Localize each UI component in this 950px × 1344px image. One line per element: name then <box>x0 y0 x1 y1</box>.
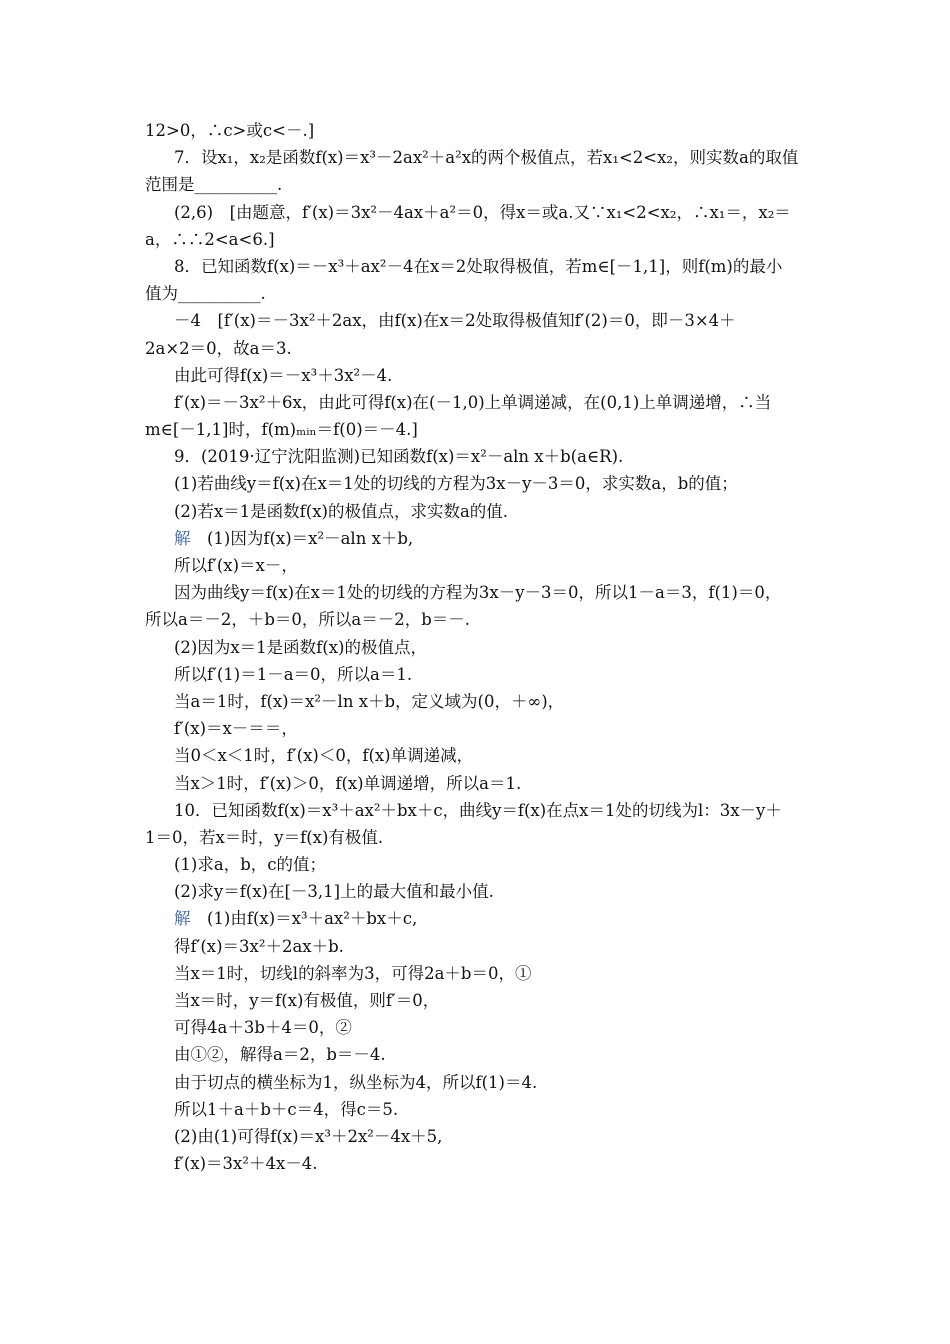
text-line: 由①②，解得a＝2，b＝－4. <box>174 1045 386 1065</box>
text-line: (2)若x＝1是函数f(x)的极值点，求实数a的值. <box>174 501 509 521</box>
text-line: 12>0，∴c>或c<－.] <box>145 121 315 140</box>
text-line: 可得4a＋3b＋4＝0，② <box>174 1018 352 1038</box>
text-line: 当0＜x＜1时，f′(x)＜0，f(x)单调递减， <box>174 746 474 766</box>
text-line: 所以a＝－2，＋b＝0，所以a＝－2，b＝－. <box>145 610 471 630</box>
solution-10 <box>145 905 810 932</box>
text-line: m∈[－1,1]时，f(m)ₘᵢₙ＝f(0)＝－4.] <box>145 420 418 440</box>
solution-label: 解 <box>174 909 191 929</box>
text-line: a，∴∴2<a<6.] <box>145 229 275 249</box>
text-line: 当x＝1时，切线l的斜率为3，可得2a＋b＝0，① <box>174 963 532 983</box>
text-line: (1)由f(x)＝x³＋ax²＋bx＋c, <box>207 909 418 929</box>
question-9: 9．(2019·辽宁沈阳监测)已知函数f(x)＝x²－aln x＋b(a∈R). <box>174 447 624 467</box>
question-8: 8．已知函数f(x)＝－x³＋ax²－4在x＝2处取得极值，若m∈[－1,1]，则f(m)的最小 <box>174 256 783 276</box>
text-line: 因为曲线y＝f(x)在x＝1处的切线的方程为3x－y－3＝0，所以1－a＝3，f(1)＝0， <box>174 583 782 603</box>
text-line: (1)因为f(x)＝x²－aln x＋b, <box>207 528 414 548</box>
text-line: (1)求a，b，c的值； <box>174 855 327 875</box>
text-line: 由于切点的横坐标为1，纵坐标为4，所以f(1)＝4. <box>174 1072 538 1092</box>
text-line: (2)因为x＝1是函数f(x)的极值点， <box>174 637 427 657</box>
text-line: 2a×2＝0，故a＝3. <box>145 338 292 358</box>
text-line: 由此可得f(x)＝－x³＋3x²－4. <box>174 365 393 385</box>
answer-8: －4 [f′(x)＝－3x²＋2ax，由f(x)在x＝2处取得极值知f′(2)＝0，即－3×4＋ <box>174 311 736 331</box>
question-7: 7．设x₁，x₂是函数f(x)＝x³－2ax²＋a²x的两个极值点，若x₁<2<x₂，则实数a的取值 <box>174 148 799 168</box>
text-line: 当x＝时，y＝f(x)有极值，则f′＝0， <box>174 991 440 1010</box>
text-line: 1＝0，若x＝时，y＝f(x)有极值. <box>145 827 384 847</box>
question-10: 10．已知函数f(x)＝x³＋ax²＋bx＋c，曲线y＝f(x)在点x＝1处的切线为l：3x－y＋ <box>174 800 782 820</box>
text-line: 所以f′(1)＝1－a＝0，所以a＝1. <box>174 664 413 684</box>
text-line: 所以f′(x)＝x－， <box>174 556 298 575</box>
text-line: 当x＞1时，f′(x)＞0，f(x)单调递增，所以a＝1. <box>174 773 522 793</box>
text-line: f′(x)＝x－＝＝， <box>174 719 298 739</box>
text-line: (1)若曲线y＝f(x)在x＝1处的切线的方程为3x－y－3＝0，求实数a，b的值； <box>174 474 738 494</box>
text-line: 所以1＋a＋b＋c＝4，得c＝5. <box>174 1099 399 1119</box>
solution-label: 解 <box>174 528 191 548</box>
text-line: f′(x)＝3x²＋4x－4. <box>174 1154 318 1174</box>
text-line: 范围是__________. <box>145 175 283 195</box>
text-line: (2)由(1)可得f(x)＝x³＋2x²－4x＋5, <box>174 1126 443 1146</box>
solution-9 <box>145 525 810 552</box>
text-line: (2)求y＝f(x)在[－3,1]上的最大值和最小值. <box>174 882 494 902</box>
text-line: 值为__________. <box>145 284 266 304</box>
text-line: 得f′(x)＝3x²＋2ax＋b. <box>174 936 344 956</box>
text-line: f′(x)＝－3x²＋6x，由此可得f(x)在(－1,0)上单调递减，在(0,1)上单调递增，∴当 <box>174 392 772 412</box>
text-line: 当a＝1时，f(x)＝x²－ln x＋b，定义域为(0，＋∞)， <box>174 691 565 711</box>
answer-7: (2,6) [由题意，f′(x)＝3x²－4ax＋a²＝0，得x＝或a.又∵x₁<2<x₂，∴x₁＝，x₂＝ <box>174 202 791 222</box>
